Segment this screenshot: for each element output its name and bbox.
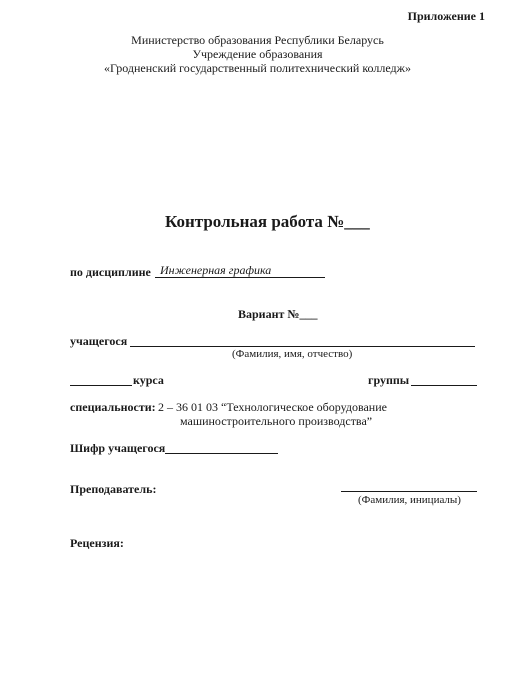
title-text: Контрольная работа № — [165, 212, 345, 231]
teacher-line — [341, 491, 477, 492]
variant-number-blank: ___ — [299, 307, 318, 321]
appendix-label: Приложение 1 — [407, 9, 485, 23]
student-label: учащегося — [70, 334, 128, 348]
course-label: курса — [133, 373, 164, 387]
course-line — [70, 385, 132, 386]
discipline-label: по дисциплине — [70, 265, 151, 279]
page-title — [165, 212, 370, 232]
teacher-label: Преподаватель: — [70, 482, 157, 496]
student-name-line — [130, 346, 475, 347]
specialty-line-2: машиностроительного производства” — [180, 414, 373, 428]
review-label: Рецензия: — [70, 536, 124, 550]
student-hint: (Фамилия, имя, отчество) — [232, 348, 353, 360]
variant-text: Вариант № — [238, 307, 300, 321]
institution-line: Учреждение образования — [192, 47, 323, 61]
group-label: группы — [368, 373, 410, 387]
cipher-label: Шифр учащегося — [70, 441, 166, 455]
college-line: «Гродненский государственный политехнический колледж» — [104, 61, 411, 75]
specialty-label: специальности: — [70, 400, 156, 414]
discipline-value: Инженерная графика — [160, 263, 272, 277]
teacher-hint: (Фамилия, инициалы) — [358, 494, 461, 506]
group-line — [411, 385, 477, 386]
variant-label — [238, 307, 317, 322]
cipher-line — [165, 453, 278, 454]
ministry-line: Министерство образования Республики Беларусь — [131, 33, 384, 47]
specialty-line-1: 2 – 36 01 03 “Технологическое оборудование — [158, 400, 387, 414]
title-number-blank: ___ — [344, 212, 370, 231]
